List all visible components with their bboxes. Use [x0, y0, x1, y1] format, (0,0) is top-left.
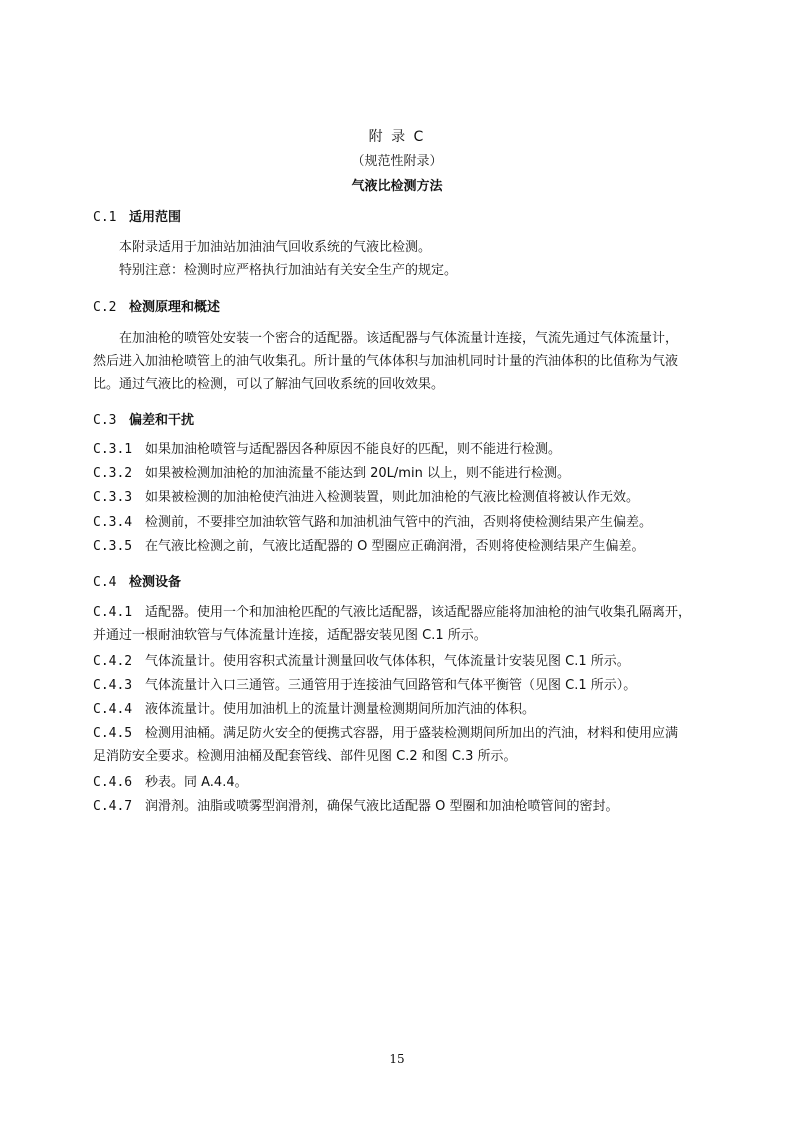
item-number: C.3.1 — [93, 442, 133, 457]
paragraph-line: 比。通过气液比的检测，可以了解油气回收系统的回收效果。 — [93, 377, 445, 392]
list-item — [93, 511, 733, 534]
item-text: 秒表。同 A.4.4。 — [145, 775, 248, 790]
item-text: 检测用油桶。满足防火安全的便携式容器，用于盛装检测期间所加出的汽油，材料和使用应满 — [145, 726, 679, 741]
item-text: 气体流量计入口三通管。三通管用于连接油气回路管和气体平衡管（见图 C.1 所示）。 — [145, 678, 637, 693]
item-number: C.4.7 — [93, 799, 133, 814]
section-c2-body — [93, 327, 733, 396]
paragraph-line: 特别注意：检测时应严格执行加油站有关安全生产的规定。 — [119, 263, 458, 278]
section-number: C.1 — [93, 210, 117, 225]
section-heading-c1 — [93, 206, 181, 225]
page-number: 15 — [389, 1052, 405, 1066]
item-text: 如果加油枪喷管与适配器因各种原因不能良好的匹配，则不能进行检测。 — [145, 442, 562, 457]
appendix-label: 附 录 C — [368, 129, 426, 145]
item-number: C.3.4 — [93, 515, 133, 530]
item-number: C.4.5 — [93, 726, 133, 741]
item-continuation: 足消防安全要求。检测用油桶及配套管线、部件见图 C.2 和图 C.3 所示。 — [93, 749, 517, 764]
item-text: 如果被检测的加油枪使汽油进入检测装置，则此加油枪的气液比检测值将被认作无效。 — [145, 490, 640, 505]
appendix-type: （规范性附录） — [351, 154, 443, 169]
paragraph-line: 然后进入加油枪喷管上的油气收集孔。所计量的气体体积与加油机同时计量的汽油体积的比值称为气液 — [93, 354, 679, 369]
item-text: 检测前，不要排空加油软管气路和加油机油气管中的汽油，否则将使检测结果产生偏差。 — [145, 515, 653, 530]
list-item — [93, 601, 733, 647]
item-text: 润滑剂。油脂或喷雾型润滑剂，确保气液比适配器 O 型圈和加油枪喷管间的密封。 — [145, 799, 619, 814]
list-item — [93, 674, 733, 697]
item-number: C.4.6 — [93, 775, 133, 790]
section-title: 偏差和干扰 — [129, 413, 195, 428]
list-item — [93, 771, 733, 794]
list-item — [93, 698, 733, 721]
item-number: C.3.5 — [93, 539, 133, 554]
paragraph-line: 本附录适用于加油站加油油气回收系统的气液比检测。 — [119, 240, 432, 255]
item-text: 气体流量计。使用容积式流量计测量回收气体体积，气体流量计安装见图 C.1 所示。 — [145, 654, 630, 669]
item-number: C.3.3 — [93, 490, 133, 505]
item-text: 液体流量计。使用加油机上的流量计测量检测期间所加汽油的体积。 — [145, 702, 536, 717]
item-text: 适配器。使用一个和加油枪匹配的气液比适配器，该适配器应能将加油枪的油气收集孔隔离开， — [145, 605, 692, 620]
item-number: C.3.2 — [93, 466, 133, 481]
section-title: 检测原理和概述 — [129, 300, 221, 315]
list-item — [93, 795, 733, 818]
section-number: C.2 — [93, 300, 117, 315]
item-number: C.4.2 — [93, 654, 133, 669]
section-heading-c2 — [93, 296, 220, 315]
list-item — [93, 462, 733, 485]
item-number: C.4.1 — [93, 605, 133, 620]
item-continuation: 并通过一根耐油软管与气体流量计连接，适配器安装见图 C.1 所示。 — [93, 628, 487, 643]
section-c1-body — [93, 236, 733, 282]
section-heading-c4 — [93, 571, 181, 590]
item-number: C.4.3 — [93, 678, 133, 693]
section-heading-c3 — [93, 409, 194, 428]
item-text: 如果被检测加油枪的加油流量不能达到 20L/min 以上，则不能进行检测。 — [145, 466, 570, 481]
list-item — [93, 438, 733, 461]
section-title: 检测设备 — [129, 575, 182, 590]
item-number: C.4.4 — [93, 702, 133, 717]
section-number: C.3 — [93, 413, 117, 428]
section-title: 适用范围 — [129, 210, 182, 225]
list-item — [93, 722, 733, 768]
appendix-title: 气液比检测方法 — [351, 179, 443, 194]
list-item — [93, 650, 733, 673]
list-item — [93, 535, 733, 558]
item-text: 在气液比检测之前，气液比适配器的 O 型圈应正确润滑，否则将使检测结果产生偏差。 — [145, 539, 645, 554]
section-number: C.4 — [93, 575, 117, 590]
paragraph-line: 在加油枪的喷管处安装一个密合的适配器。该适配器与气体流量计连接，气流先通过气体流量计， — [119, 331, 679, 346]
list-item — [93, 486, 733, 509]
